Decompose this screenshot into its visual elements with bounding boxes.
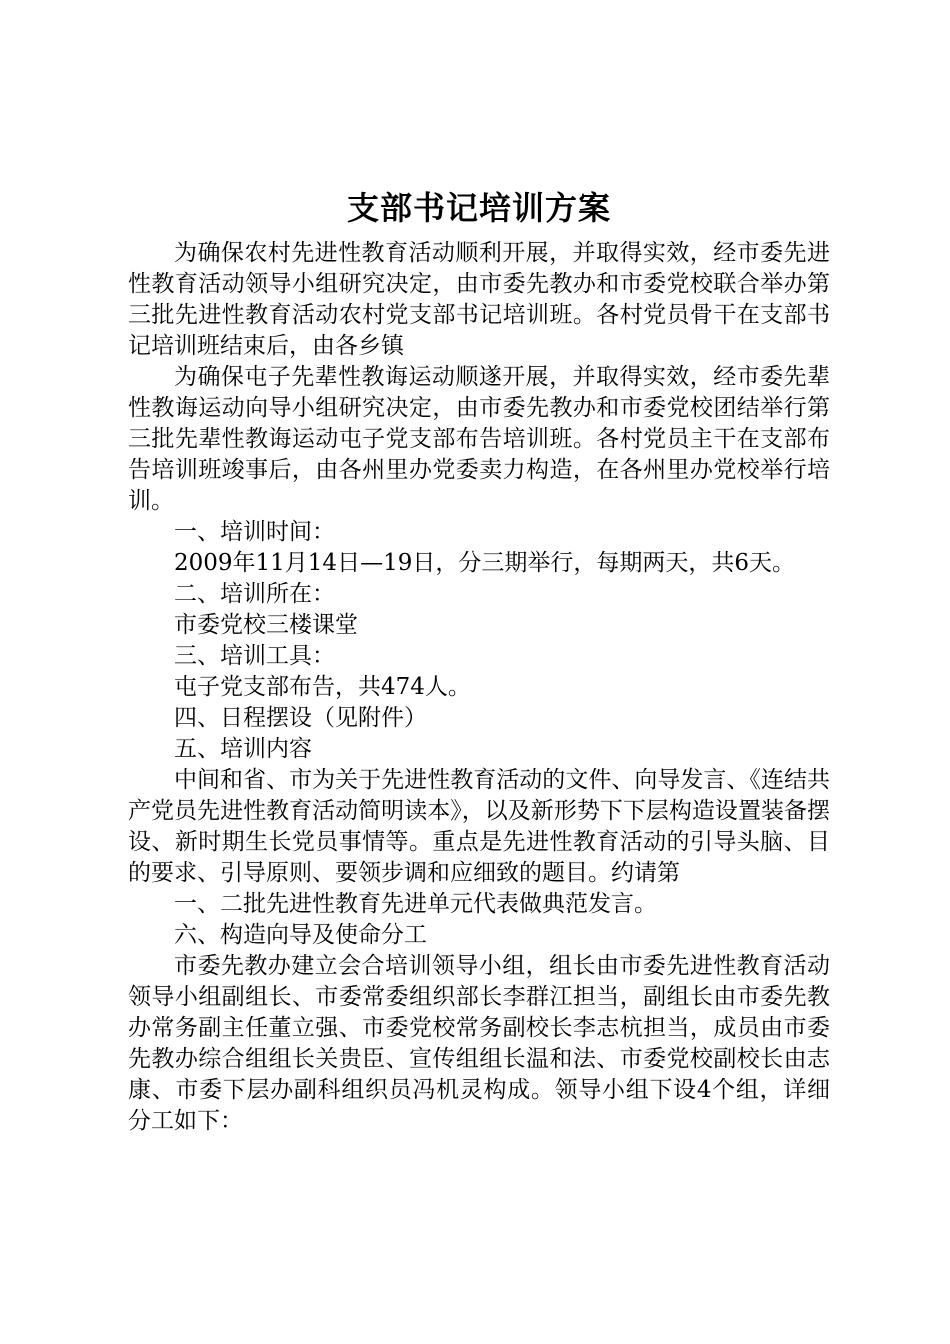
paragraph-participants: 屯子党支部布告，共474人。 [174, 674, 471, 700]
section-heading-organization: 六、构造向导及使命分工 [174, 922, 427, 948]
paragraph-time: 2009年11月14日—19日，分三期举行，每期两天，共6天。 [174, 550, 795, 576]
section-heading-time: 一、培训时间： [174, 519, 335, 545]
paragraph-organization: 市委先教办建立会合培训领导小组，组长由市委先进性教育活动领导小组副组长、市委常委组织部长李群江担当，副组长由市委先教办常务副主任董立强、市委党校常务副校长李志杭担当，成员由市委先教办综合组组长关贵臣、宣传组组长温和法、市委党校副校长由志康、市委下层办副科组织员冯机灵构成。领导小组下设4个组，详细分工如下： [128, 953, 830, 1134]
section-heading-content: 五、培训内容 [174, 736, 312, 762]
document-page [128, 178, 830, 1137]
document-title: 支部书记培训方案 [346, 189, 611, 227]
section-heading-location: 二、培训所在： [174, 581, 335, 607]
paragraph-intro-2: 为确保屯子先辈性教诲运动顺遂开展，并取得实效，经市委先辈性教诲运动向导小组研究决定，由市委先教办和市委党校团结举行第三批先辈性教诲运动屯子党支部布告培训班。各村党员主干在支部布告培训班竣事后，由各州里办党委卖力构造，在各州里办党校举行培训。 [128, 364, 830, 514]
paragraph-location: 市委党校三楼课堂 [174, 612, 358, 638]
section-heading-participants: 三、培训工具： [174, 643, 335, 669]
paragraph-content: 中间和省、市为关于先进性教育活动的文件、向导发言、《连结共产党员先进性教育活动简明读本》，以及新形势下下层构造设置装备摆设、新时期生长党员事情等。重点是先进性教育活动的引导头脑、目的要求、引导原则、要领步调和应细致的题目。约请第 [128, 767, 830, 886]
paragraph-intro-1: 为确保农村先进性教育活动顺利开展，并取得实效，经市委先进性教育活动领导小组研究决定，由市委先教办和市委党校联合举办第三批先进性教育活动农村党支部书记培训班。各村党员骨干在支部书记培训班结束后，由各乡镇 [128, 240, 830, 359]
section-heading-schedule: 四、日程摆设（见附件） [174, 705, 427, 731]
paragraph-speeches: 一、二批先进性教育先进单元代表做典范发言。 [174, 891, 657, 917]
